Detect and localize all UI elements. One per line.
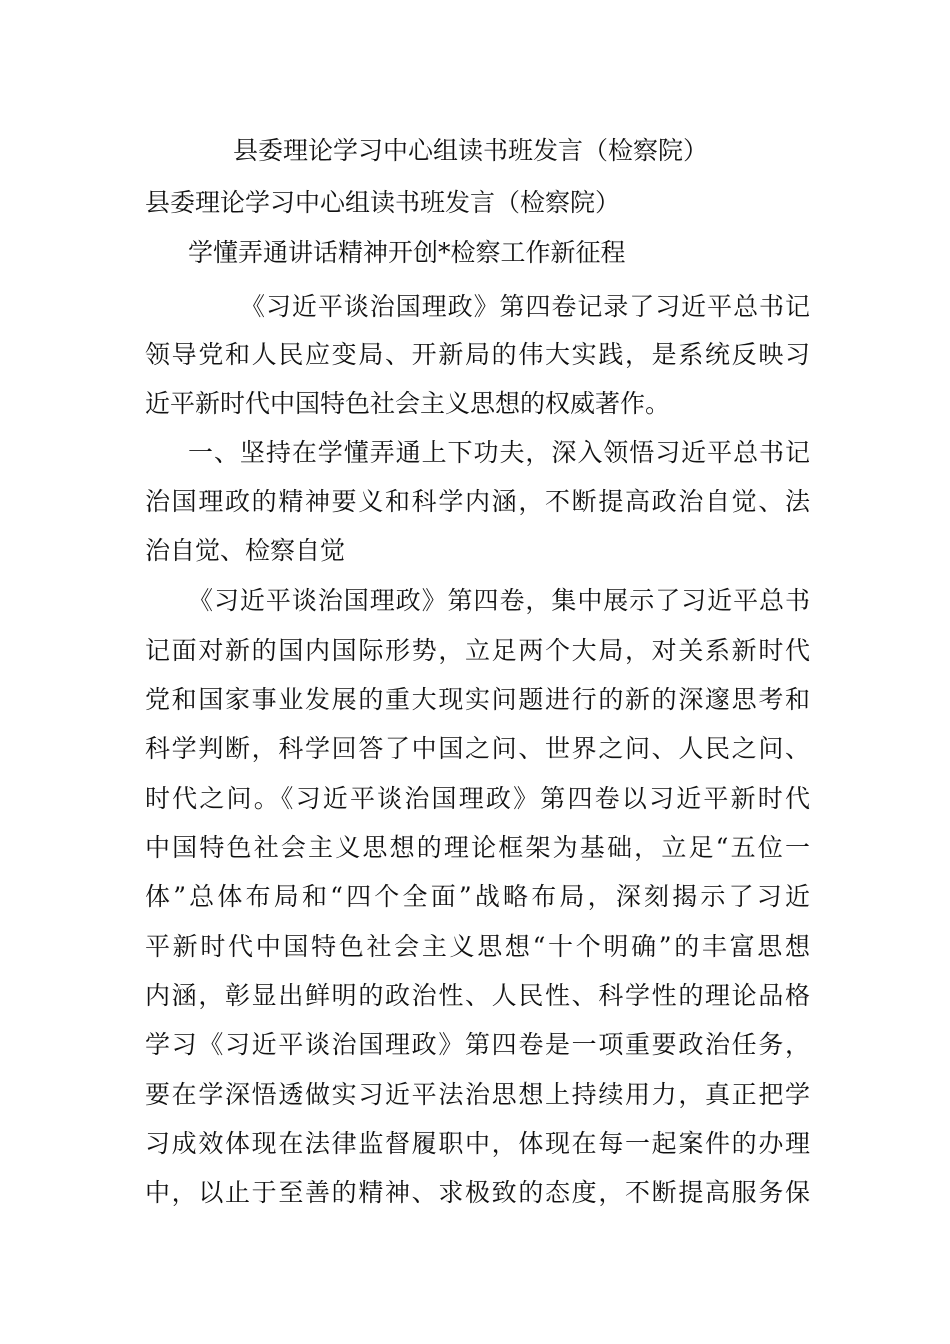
paragraph-line: 学习《习近平谈治国理政》第四卷是一项重要政治任务， xyxy=(145,1030,810,1059)
paragraph-line: 《习近平谈治国理政》第四卷记录了习近平总书记 xyxy=(240,292,810,321)
paragraph-line: 要在学深悟透做实习近平法治思想上持续用力，真正把学 xyxy=(145,1080,810,1109)
paragraph-line: 近平新时代中国特色社会主义思想的权威著作。 xyxy=(145,389,671,418)
paragraph-line: 中，以止于至善的精神、求极致的态度，不断提高服务保 xyxy=(145,1178,810,1207)
paragraph-line: 内涵，彰显出鲜明的政治性、人民性、科学性的理论品格 xyxy=(145,981,810,1010)
paragraph-line: 记面对新的国内国际形势，立足两个大局，对关系新时代 xyxy=(145,636,810,665)
paragraph-line: 中国特色社会主义思想的理论框架为基础，立足“五位一 xyxy=(145,833,810,862)
paragraph-line: 领导党和人民应变局、开新局的伟大实践，是系统反映习 xyxy=(145,340,810,369)
paragraph-line: 体”总体布局和“四个全面”战略布局，深刻揭示了习近 xyxy=(145,882,810,911)
document-theme: 学懂弄通讲话精神开创*检察工作新征程 xyxy=(188,238,626,267)
paragraph-line: 治自觉、检察自觉 xyxy=(145,536,346,565)
paragraph-line: 《习近平谈治国理政》第四卷，集中展示了习近平总书 xyxy=(188,586,810,615)
paragraph-line: 平新时代中国特色社会主义思想“十个明确”的丰富思想 xyxy=(145,932,810,961)
paragraph-line: 治国理政的精神要义和科学内涵，不断提高政治自觉、法 xyxy=(145,487,810,516)
paragraph-line: 科学判断，科学回答了中国之问、世界之问、人民之问、 xyxy=(145,734,810,763)
paragraph-line: 习成效体现在法律监督履职中，体现在每一起案件的办理 xyxy=(145,1129,810,1158)
paragraph-line: 时代之问。《习近平谈治国理政》第四卷以习近平新时代 xyxy=(145,784,810,813)
document-subheading: 县委理论学习中心组读书班发言（检察院） xyxy=(145,188,621,217)
paragraph-line: 一、坚持在学懂弄通上下功夫，深入领悟习近平总书记 xyxy=(188,438,810,467)
document-heading: 县委理论学习中心组读书班发言（检察院） xyxy=(233,136,709,165)
paragraph-line: 党和国家事业发展的重大现实问题进行的新的深邃思考和 xyxy=(145,685,810,714)
